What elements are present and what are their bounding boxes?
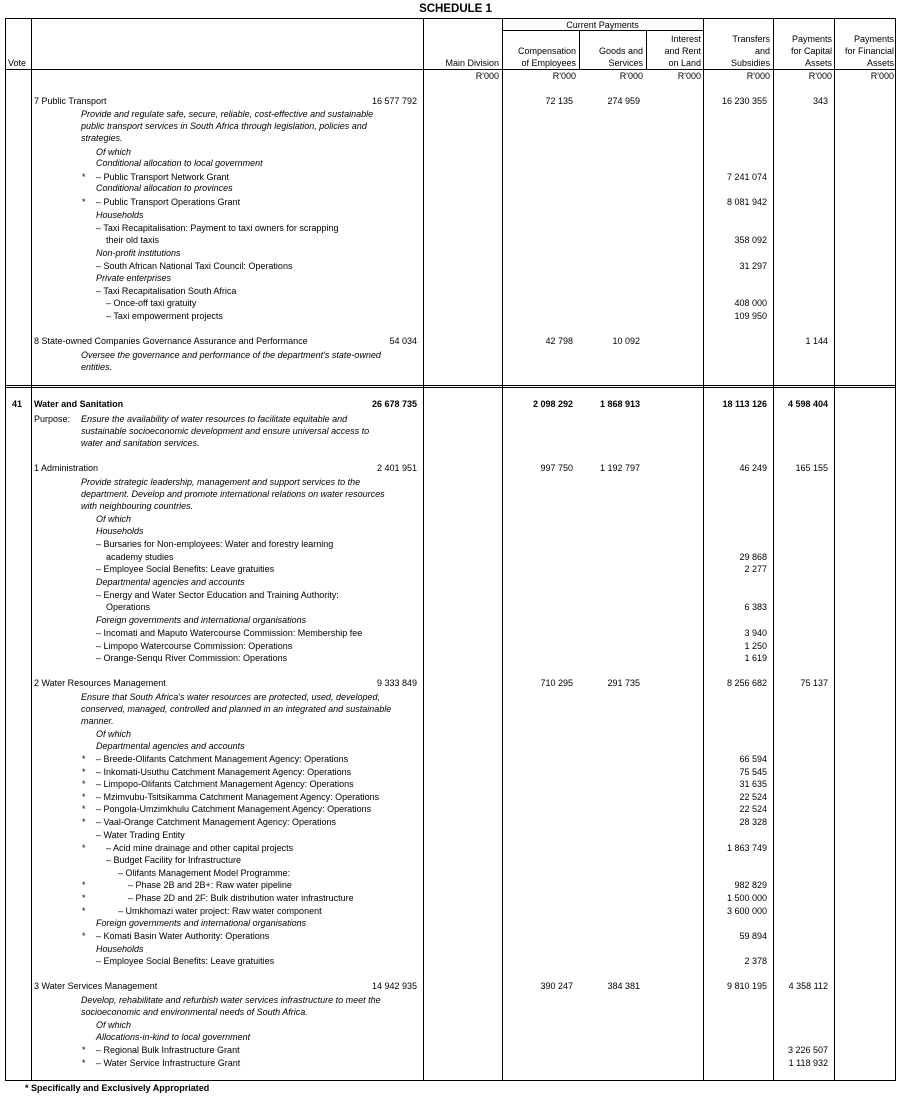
appropriation-marker: * [82, 931, 86, 941]
schedule-title: SCHEDULE 1 [419, 3, 492, 15]
purpose-label: Purpose: [34, 414, 71, 424]
amount-trans: 46 249 [739, 463, 767, 473]
list-item: – Regional Bulk Infrastructure Grant [96, 1045, 240, 1055]
amount-trans: 66 594 [739, 754, 767, 764]
amount-goods: 384 381 [607, 981, 640, 991]
amount-comp: 390 247 [540, 981, 573, 991]
header-transfers-line1: Transfers [732, 34, 770, 44]
header-interest [646, 33, 701, 69]
list-item: – Vaal-Orange Catchment Management Agency: Operations [96, 817, 336, 827]
row-description: socioeconomic and environmental needs of South Africa. [81, 1007, 308, 1017]
row-description: Ensure the availability of water resources to facilitate equitable and [81, 414, 348, 424]
header-capital-line3: Assets [804, 58, 832, 68]
amount-goods: 274 959 [607, 96, 640, 106]
header-compensation [502, 45, 576, 69]
list-item: – Limpopo-Olifants Catchment Management Agency: Operations [96, 779, 354, 789]
appropriation-marker: * [82, 817, 86, 827]
row-title: 3 Water Services Management [34, 981, 158, 991]
list-item: – Inkomati-Usuthu Catchment Management Agency: Operations [96, 767, 352, 777]
header-vote: Vote [8, 58, 27, 68]
header-capital [773, 33, 832, 69]
list-item: – Employee Social Benefits: Leave gratuities [96, 956, 275, 966]
list-item: – Water Service Infrastructure Grant [96, 1058, 241, 1068]
amount-trans: 3 600 000 [726, 906, 767, 916]
list-item: – Acid mine drainage and other capital projects [106, 843, 294, 853]
footnote: * Specifically and Exclusively Appropriated [25, 1083, 210, 1093]
row-description: Households [96, 944, 144, 954]
unit-label: R'000 [475, 71, 499, 81]
amount-trans: 2 277 [744, 564, 767, 574]
amount-trans: 1 250 [744, 641, 767, 651]
list-item: – Budget Facility for Infrastructure [106, 855, 242, 865]
list-item: – Orange-Senqu River Commission: Operations [96, 653, 288, 663]
appropriation-marker: * [82, 906, 86, 916]
amount-trans: 22 524 [739, 792, 767, 802]
appropriation-marker: * [82, 1058, 86, 1068]
row-description: Non-profit institutions [96, 248, 181, 258]
amount-trans: 31 635 [739, 779, 767, 789]
amount-trans: 28 328 [739, 817, 767, 827]
header-interest-line1: Interest [670, 34, 701, 44]
header-interest-line2: and Rent [664, 46, 701, 56]
amount-cap: 343 [812, 96, 828, 106]
list-item: – Phase 2B and 2B+: Raw water pipeline [128, 880, 292, 890]
amount-trans: 22 524 [739, 804, 767, 814]
amount-goods: 10 092 [612, 336, 640, 346]
amount-trans: 18 113 126 [722, 399, 767, 409]
amount-main: 9 333 849 [376, 678, 417, 688]
row-description: with neighbouring countries. [81, 501, 194, 511]
header-current-payments: Current Payments [566, 20, 639, 30]
header-main-division: Main Division [445, 58, 499, 68]
col-divider [834, 19, 835, 1080]
row-description: Private enterprises [96, 273, 172, 283]
list-item: – Once-off taxi gratuity [106, 298, 197, 308]
header-financial-line1: Payments [853, 34, 894, 44]
header-capital-line1: Payments [791, 34, 832, 44]
col-divider [773, 19, 774, 1080]
row-title: 2 Water Resources Management [34, 678, 166, 688]
list-item: academy studies [106, 552, 174, 562]
header-transfers-line2: and [754, 46, 770, 56]
amount-comp: 710 295 [540, 678, 573, 688]
list-item: their old taxis [106, 235, 160, 245]
amount-main: 2 401 951 [376, 463, 417, 473]
amount-trans: 982 829 [734, 880, 767, 890]
col-divider [31, 19, 32, 1080]
amount-goods: 291 735 [607, 678, 640, 688]
list-item: – Olifants Management Model Programme: [118, 868, 291, 878]
list-item: – Incomati and Maputo Watercourse Commission: Membership fee [96, 628, 363, 638]
amount-trans: 1 619 [744, 653, 767, 663]
amount-cap: 75 137 [800, 678, 828, 688]
list-item: – Breede-Olifants Catchment Management Agency: Operations [96, 754, 349, 764]
amount-trans: 16 230 355 [721, 96, 767, 106]
header-financial [834, 33, 894, 69]
amount-trans: 75 545 [739, 767, 767, 777]
amount-comp: 72 135 [545, 96, 573, 106]
amount-trans: 358 092 [734, 235, 767, 245]
row-title: 1 Administration [34, 463, 99, 473]
row-description: conserved, managed, controlled and planned in an integrated and sustainable [81, 704, 392, 714]
appropriation-marker: * [82, 172, 86, 182]
amount-trans: 59 894 [739, 931, 767, 941]
amount-trans: 3 940 [744, 628, 767, 638]
vote-number: 41 [12, 399, 23, 409]
header-compensation-line1: Compensation [517, 46, 576, 56]
appropriation-marker: * [82, 767, 86, 777]
amount-goods: 1 192 797 [599, 463, 640, 473]
amount-cap: 4 598 404 [787, 399, 828, 409]
col-divider [502, 19, 503, 1080]
amount-comp: 997 750 [540, 463, 573, 473]
schedule-table [5, 18, 896, 1081]
row-description: sustainable socioeconomic development and ensure universal access to [81, 426, 370, 436]
row-description: Conditional allocation to local government [96, 158, 263, 168]
amount-trans: 8 256 682 [726, 678, 767, 688]
header-goods-line1: Goods and [598, 46, 643, 56]
appropriation-marker: * [82, 792, 86, 802]
appropriation-marker: * [82, 893, 86, 903]
col-divider [703, 19, 704, 1080]
list-item: – Phase 2D and 2F: Bulk distribution water infrastructure [128, 893, 354, 903]
row-description: Develop, rehabilitate and refurbish water services infrastructure to meet the [81, 995, 381, 1005]
amount-trans: 9 810 195 [726, 981, 767, 991]
amount-trans: 1 500 000 [726, 893, 767, 903]
col-divider [423, 19, 424, 1080]
list-item: – Komati Basin Water Authority: Operations [96, 931, 270, 941]
row-description: Oversee the governance and performance of the department's state-owned [81, 350, 381, 360]
row-description: Conditional allocation to provinces [96, 183, 233, 193]
row-description: Provide strategic leadership, management and support services to the [81, 477, 361, 487]
header-capital-line2: for Capital [790, 46, 832, 56]
amount-trans: 1 863 749 [726, 843, 767, 853]
appropriation-marker: * [82, 1045, 86, 1055]
header-transfers-line3: Subsidies [730, 58, 770, 68]
amount-main: 54 034 [389, 336, 417, 346]
header-goods-line2: Services [608, 58, 643, 68]
row-description: Foreign governments and international organisations [96, 615, 307, 625]
row-title: 7 Public Transport [34, 96, 107, 106]
amount-comp: 42 798 [545, 336, 573, 346]
list-item: – South African National Taxi Council: Operations [96, 261, 293, 271]
amount-trans: 109 950 [734, 311, 767, 321]
list-item: – Energy and Water Sector Education and Training Authority: [96, 590, 339, 600]
row-description: Households [96, 526, 144, 536]
row-description: strategies. [81, 133, 123, 143]
appropriation-marker: * [82, 779, 86, 789]
list-item: – Employee Social Benefits: Leave gratuities [96, 564, 275, 574]
list-item: – Public Transport Network Grant [96, 172, 230, 182]
list-item: – Pongola-Umzimkhulu Catchment Management Agency: Operations [96, 804, 372, 814]
amount-cap: 1 144 [805, 336, 828, 346]
list-item: Operations [106, 602, 151, 612]
amount-main: 16 577 792 [371, 96, 417, 106]
header-interest-line3: on Land [668, 58, 701, 68]
row-description: Foreign governments and international organisations [96, 918, 307, 928]
list-item: – Taxi empowerment projects [106, 311, 223, 321]
list-item: – Mzimvubu-Tsitsikamma Catchment Management Agency: Operations [96, 792, 380, 802]
list-item: – Water Trading Entity [96, 830, 185, 840]
amount-trans: 29 868 [739, 552, 767, 562]
amount-cap: 165 155 [795, 463, 828, 473]
amount-cap: 4 358 112 [788, 981, 828, 991]
amount-cap: 3 226 507 [787, 1045, 828, 1055]
amount-trans: 2 378 [744, 956, 767, 966]
amount-comp: 2 098 292 [532, 399, 573, 409]
list-item: – Limpopo Watercourse Commission: Operations [96, 641, 293, 651]
row-title: 8 State-owned Companies Governance Assurance and Performance [34, 336, 308, 346]
row-description: Allocations-in-kind to local government [96, 1032, 251, 1042]
amount-goods: 1 868 913 [599, 399, 640, 409]
list-item: – Bursaries for Non-employees: Water and forestry learning [96, 539, 334, 549]
header-transfers [703, 33, 770, 69]
row-description: Of which [96, 514, 132, 524]
amount-trans: 31 297 [739, 261, 767, 271]
appropriation-marker: * [82, 804, 86, 814]
unit-label: R'000 [746, 71, 770, 81]
amount-trans: 408 000 [734, 298, 767, 308]
header-goods [579, 45, 643, 69]
row-description: Of which [96, 147, 132, 157]
appropriation-marker: * [82, 754, 86, 764]
list-item: – Taxi Recapitalisation South Africa [96, 286, 237, 296]
row-description: public transport services in South Africa through legislation, policies and [81, 121, 367, 131]
list-item: – Umkhomazi water project: Raw water component [118, 906, 322, 916]
row-description: department. Develop and promote international relations on water resources [81, 489, 385, 499]
appropriation-marker: * [82, 197, 86, 207]
header-compensation-line2: of Employees [521, 58, 576, 68]
amount-trans: 6 383 [744, 602, 767, 612]
amount-trans: 8 081 942 [726, 197, 767, 207]
row-description: entities. [81, 362, 113, 372]
header-financial-line3: Assets [866, 58, 894, 68]
list-item: – Public Transport Operations Grant [96, 197, 241, 207]
amount-main: 14 942 935 [371, 981, 417, 991]
amount-cap: 1 118 932 [788, 1058, 828, 1068]
row-description: manner. [81, 716, 114, 726]
row-title: Water and Sanitation [34, 399, 124, 409]
header-financial-line2: for Financial [844, 46, 894, 56]
unit-label: R'000 [677, 71, 701, 81]
row-description: Provide and regulate safe, secure, reliable, cost-effective and sustainable [81, 109, 374, 119]
section-divider [6, 385, 895, 386]
amount-trans: 7 241 074 [726, 172, 767, 182]
row-description: Ensure that South Africa's water resources are protected, used, developed, [81, 692, 381, 702]
unit-label: R'000 [619, 71, 643, 81]
amount-main: 26 678 735 [371, 399, 417, 409]
row-description: water and sanitation services. [81, 438, 200, 448]
appropriation-marker: * [82, 880, 86, 890]
appropriation-marker: * [82, 843, 86, 853]
section-divider [6, 387, 895, 388]
unit-label: R'000 [808, 71, 832, 81]
row-description: Households [96, 210, 144, 220]
unit-label: R'000 [870, 71, 894, 81]
row-description: Departmental agencies and accounts [96, 741, 245, 751]
row-description: Of which [96, 729, 132, 739]
list-item: – Taxi Recapitalisation: Payment to taxi owners for scrapping [96, 223, 339, 233]
row-description: Departmental agencies and accounts [96, 577, 245, 587]
unit-label: R'000 [552, 71, 576, 81]
row-description: Of which [96, 1020, 132, 1030]
